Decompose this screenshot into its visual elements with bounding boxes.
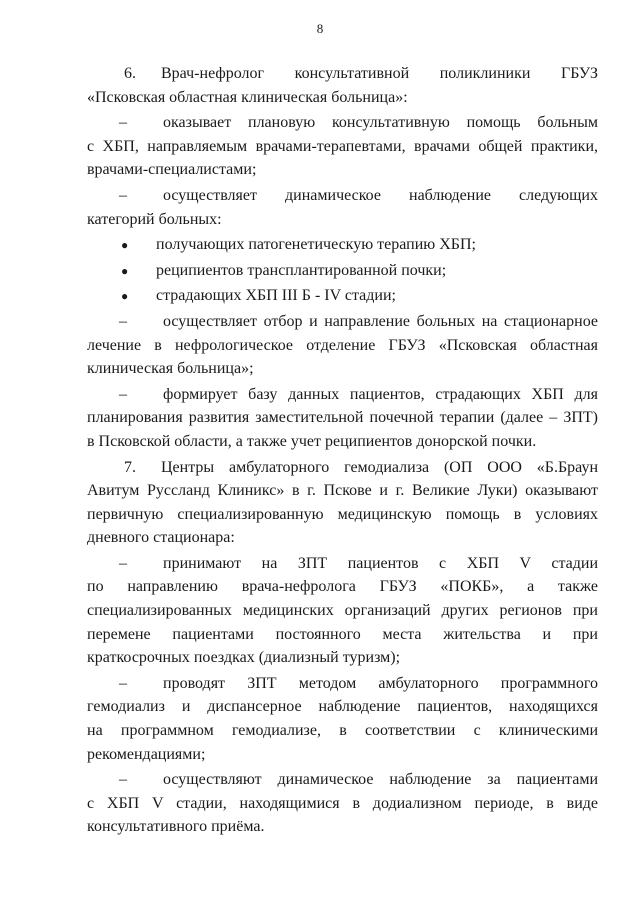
dash-list-item: [87, 310, 598, 381]
paragraph-line: первичную специализированную медицинскую помощь в условиях: [87, 505, 598, 523]
dash-marker: –: [119, 186, 127, 204]
bullet-marker: ●: [121, 238, 129, 253]
dash-marker: –: [119, 674, 127, 692]
paragraph-line: Авитум Руссланд Клиникс» в г. Пскове и г. Великие Луки) оказывают: [87, 482, 598, 500]
paragraph-line: в Псковской области, а также учет реципиентов донорской почки.: [87, 432, 537, 450]
paragraph-line: ● получающих патогенетическую терапию ХБП;: [87, 233, 598, 257]
paragraph-line: – осуществляет отбор и направление больных на стационарное: [87, 310, 598, 334]
dash-list-item: [87, 672, 598, 766]
paragraph-line: на программном гемодиализе, в соответствии с клиническими: [87, 722, 598, 740]
numbered-paragraph: [87, 62, 598, 109]
paragraph-line: консультативного приёма.: [87, 818, 265, 836]
bullet-list-item: [87, 233, 598, 257]
paragraph-line: планирования развития заместительной почечной терапии (далее – ЗПТ): [87, 409, 598, 427]
paragraph-line: рекомендациями;: [87, 745, 206, 763]
paragraph-line: клиническая больница»;: [87, 360, 254, 378]
paragraph-line: ● страдающих ХБП III Б - IV стадии;: [87, 284, 598, 308]
paragraph-line: категорий больных:: [87, 210, 222, 228]
paragraph-line: – осуществляют динамическое наблюдение за пациентами: [87, 768, 598, 792]
dash-list-item: [87, 184, 598, 231]
paragraph-line: перемене пациентами постоянного места жительства и при: [87, 625, 598, 643]
paragraph-number: 6.: [124, 65, 136, 82]
paragraph-line: – осуществляет динамическое наблюдение следующих: [87, 184, 598, 208]
dash-marker: –: [119, 385, 127, 403]
paragraph-number: 7.: [124, 458, 136, 476]
paragraph-line: – оказывает плановую консультативную помощь больным: [87, 111, 598, 135]
paragraph-line: – проводят ЗПТ методом амбулаторного программного: [87, 672, 598, 696]
paragraph-line: специализированных медицинских организаций других регионов при: [87, 602, 598, 620]
document-body: [87, 62, 598, 839]
paragraph-line: по направлению врача-нефролога ГБУЗ «ПОКБ», а также: [87, 578, 598, 596]
dash-list-item: [87, 111, 598, 182]
bullet-marker: ●: [121, 289, 129, 304]
paragraph-line: с ХБП V стадии, находящимися в додиализном периоде, в виде: [87, 794, 598, 812]
paragraph-line: лечение в нефрологическое отделение ГБУЗ «Псковская областная: [87, 336, 598, 354]
dash-marker: –: [119, 554, 127, 572]
bullet-list-item: [87, 259, 598, 283]
numbered-paragraph: [87, 456, 598, 550]
paragraph-line: 7. Центры амбулаторного гемодиализа (ОП ООО «Б.Браун: [87, 456, 598, 480]
paragraph-line: дневного стационара:: [87, 529, 235, 547]
paragraph-line: – формирует базу данных пациентов, страдающих ХБП для: [87, 383, 598, 407]
dash-list-item: [87, 552, 598, 670]
bullet-marker: ●: [121, 263, 129, 278]
dash-marker: –: [119, 771, 127, 789]
paragraph-line: «Псковская областная клиническая больница»:: [87, 88, 408, 106]
page-number: 8: [316, 21, 324, 36]
paragraph-line: краткосрочных поездках (диализный туризм);: [87, 649, 401, 667]
paragraph-line: гемодиализ и диспансерное наблюдение пациентов, находящихся: [87, 698, 598, 716]
dash-marker: –: [119, 114, 127, 132]
dash-list-item: [87, 383, 598, 454]
dash-list-item: [87, 768, 598, 839]
dash-marker: –: [119, 312, 127, 330]
paragraph-line: врачами-специалистами;: [87, 161, 257, 179]
paragraph-line: 6. Врач-нефролог консультативной поликлиники ГБУЗ: [87, 62, 598, 86]
paragraph-line: – принимают на ЗПТ пациентов с ХБП V стадии: [87, 552, 598, 576]
paragraph-line: ● реципиентов трансплантированной почки;: [87, 259, 598, 283]
bullet-list-item: [87, 284, 598, 308]
paragraph-line: с ХБП, направляемым врачами-терапевтами, врачами общей практики,: [87, 137, 598, 155]
